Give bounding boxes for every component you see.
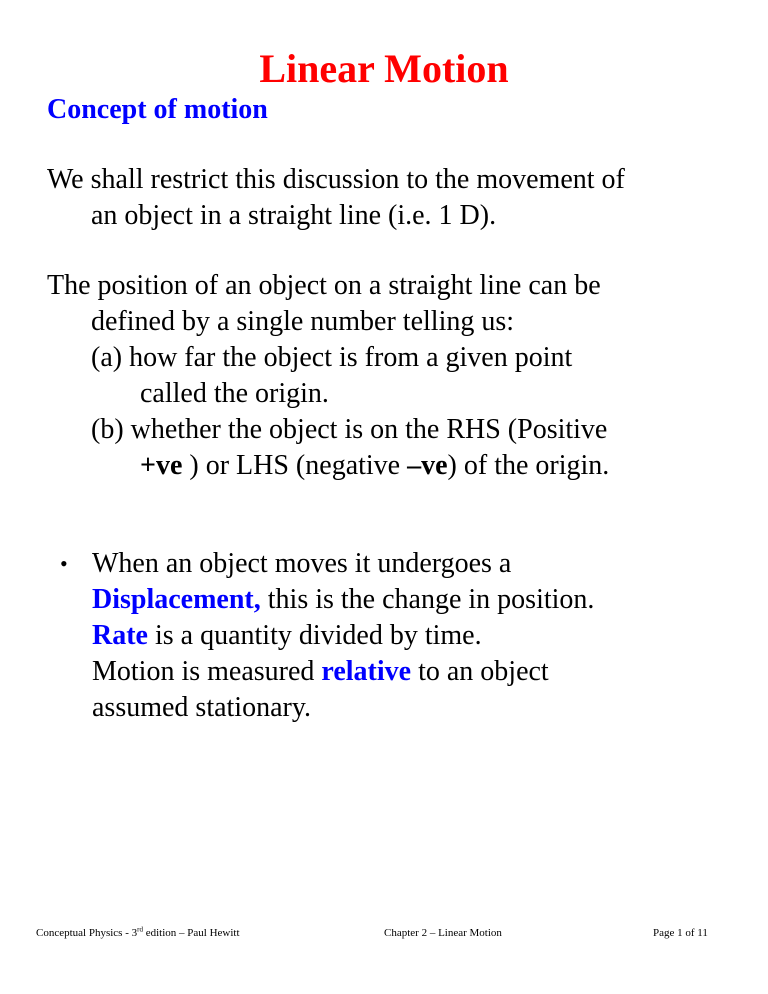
bullet-line	[92, 654, 594, 690]
section-heading: Concept of motion	[47, 94, 268, 125]
negative-term: –ve	[407, 450, 448, 481]
item-b-text-end: ) of the origin.	[447, 450, 610, 481]
paragraph-line: an object in a straight line (i.e. 1 D).	[91, 200, 497, 231]
footer-left-prefix: Conceptual Physics - 3	[36, 927, 138, 939]
footer-superscript: rd	[137, 925, 143, 934]
term-displacement: Displacement,	[92, 584, 261, 615]
footer-chapter: Chapter 2 – Linear Motion	[384, 927, 502, 939]
bullet-text	[92, 546, 594, 726]
term-relative: relative	[321, 656, 412, 687]
term-rate: Rate	[92, 620, 148, 651]
list-item-a-continued: called the origin.	[140, 378, 329, 409]
bullet-line	[92, 618, 594, 654]
bullet-line-text: to an object	[411, 656, 549, 687]
paragraph-line: We shall restrict this discussion to the movement of	[47, 164, 625, 195]
bullet-line: assumed stationary.	[92, 692, 312, 723]
bullet-icon: •	[60, 551, 68, 576]
footer-left-suffix: edition – Paul Hewitt	[142, 927, 240, 939]
footer-book-title	[36, 926, 240, 940]
item-b-text: ) or LHS (negative	[182, 450, 408, 481]
bullet-line-text: this is the change in position.	[260, 584, 595, 615]
paragraph-line: defined by a single number telling us:	[91, 306, 515, 337]
bullet-line	[92, 582, 594, 618]
bullet-line-text: is a quantity divided by time.	[147, 620, 482, 651]
paragraph-restrict	[47, 162, 625, 234]
list-item-a: (a) how far the object is from a given point	[91, 342, 573, 373]
bullet-line: When an object moves it undergoes a	[92, 548, 512, 579]
list-item-b: (b) whether the object is on the RHS (Positive	[91, 414, 608, 445]
list-item-b-continued	[47, 448, 609, 484]
paragraph-position	[47, 268, 609, 484]
bullet-list-item	[60, 546, 594, 726]
footer-page-number: Page 1 of 11	[653, 927, 708, 939]
bullet-line-text: Motion is measured	[92, 656, 322, 687]
positive-term: +ve	[140, 450, 183, 481]
page-title: Linear Motion	[259, 46, 509, 91]
paragraph-line: The position of an object on a straight line can be	[47, 270, 601, 301]
